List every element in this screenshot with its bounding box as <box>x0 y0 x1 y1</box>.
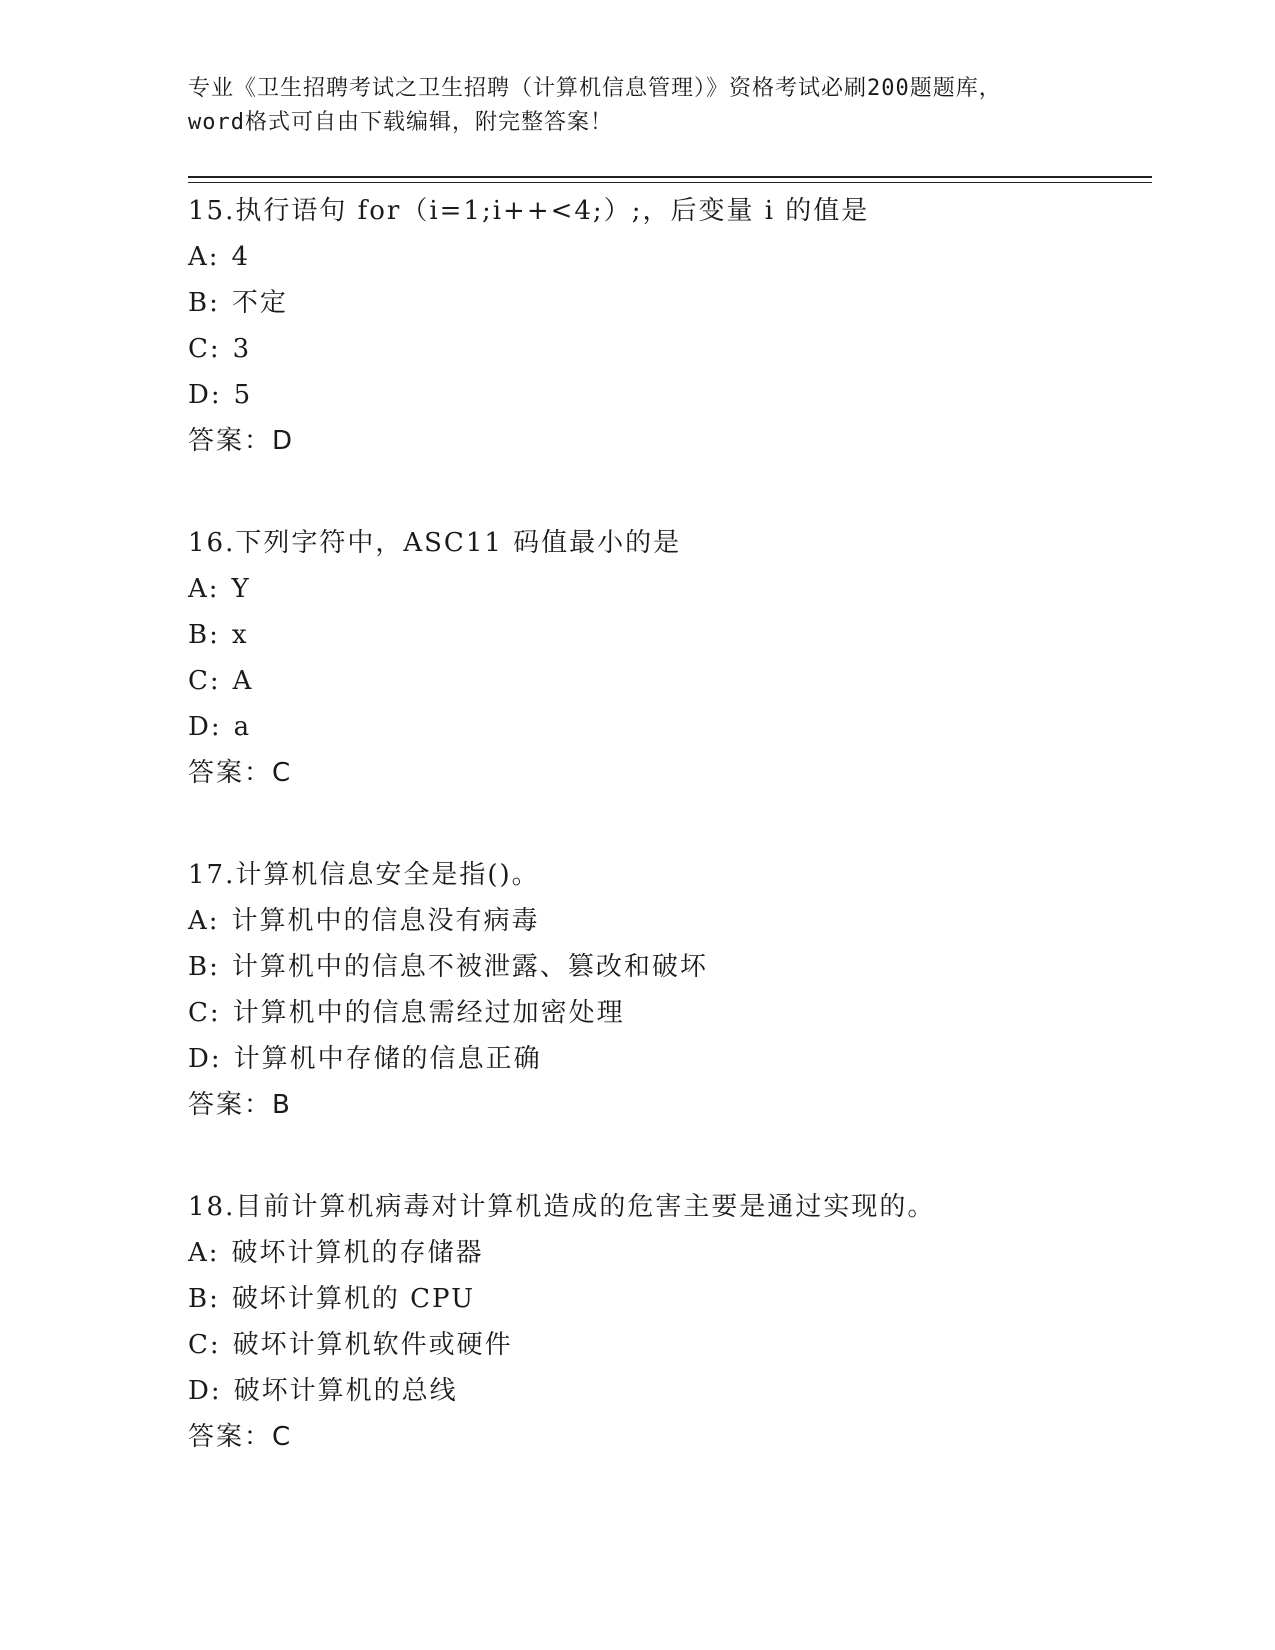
answer-line: 答案：C <box>188 758 293 788</box>
option-text: 计算机中存储的信息正确 <box>233 1044 542 1074</box>
header-divider-thick <box>188 176 1152 178</box>
question-17 <box>188 852 1128 1128</box>
option-a: A: 计算机中的信息没有病毒 <box>188 906 540 936</box>
option-c: C: 计算机中的信息需经过加密处理 <box>188 998 625 1028</box>
question-stem: 17.计算机信息安全是指()。 <box>188 860 540 890</box>
header-title-line-1: 专业《卫生招聘考试之卫生招聘（计算机信息管理）》资格考试必刷200题题库， <box>188 76 1002 101</box>
question-stem: 16.下列字符中，ASC11 码值最小的是 <box>188 528 682 558</box>
document-header <box>188 72 1088 140</box>
question-stem: 15.执行语句 for（i=1;i++<4;）;，后变量 i 的值是 <box>188 196 870 226</box>
option-text: 计算机中的信息不被泄露、篡改和破坏 <box>231 952 708 982</box>
option-text: 5 <box>233 380 253 410</box>
option-d: D: 破坏计算机的总线 <box>188 1376 458 1406</box>
answer-line: 答案：C <box>188 1422 293 1452</box>
option-b: B: x <box>188 620 249 650</box>
option-letter: B <box>188 620 210 650</box>
option-letter: A <box>188 1238 209 1268</box>
option-b: B: 计算机中的信息不被泄露、篡改和破坏 <box>188 952 708 982</box>
option-text: 计算机中的信息需经过加密处理 <box>232 998 625 1028</box>
option-letter: C <box>188 666 210 696</box>
option-letter: B <box>188 1284 210 1314</box>
option-text: 计算机中的信息没有病毒 <box>231 906 540 936</box>
option-a: A: 4 <box>188 242 251 272</box>
option-c: C: 破坏计算机软件或硬件 <box>188 1330 513 1360</box>
option-text: a <box>233 712 252 742</box>
question-stem: 18.目前计算机病毒对计算机造成的危害主要是通过实现的。 <box>188 1192 936 1222</box>
question-15 <box>188 188 1128 464</box>
option-text: 破坏计算机的总线 <box>233 1376 458 1406</box>
option-c: C: 3 <box>188 334 252 364</box>
answer-line: 答案：D <box>188 426 295 456</box>
option-text: 不定 <box>231 288 288 318</box>
option-letter: A <box>188 906 209 936</box>
option-letter: D <box>188 1376 211 1406</box>
option-d: D: a <box>188 712 252 742</box>
option-c: C: A <box>188 666 254 696</box>
header-divider-thin <box>188 182 1152 183</box>
option-text: x <box>231 620 249 650</box>
option-text: A <box>232 666 254 696</box>
option-text: 3 <box>232 334 252 364</box>
option-text: 破坏计算机的 CPU <box>231 1284 475 1314</box>
option-b: B: 破坏计算机的 CPU <box>188 1284 475 1314</box>
question-18 <box>188 1184 1128 1460</box>
option-text: 破坏计算机软件或硬件 <box>232 1330 513 1360</box>
option-a: A: Y <box>188 574 251 604</box>
option-b: B: 不定 <box>188 288 288 318</box>
option-letter: C <box>188 334 210 364</box>
header-title-line-2: word格式可自由下载编辑，附完整答案！ <box>188 110 613 135</box>
option-letter: C <box>188 998 210 1028</box>
option-text: Y <box>231 574 251 604</box>
question-list <box>188 188 1128 1516</box>
option-text: 4 <box>231 242 251 272</box>
option-text: 破坏计算机的存储器 <box>231 1238 484 1268</box>
option-letter: B <box>188 952 210 982</box>
option-a: A: 破坏计算机的存储器 <box>188 1238 484 1268</box>
option-letter: A <box>188 242 209 272</box>
answer-line: 答案：B <box>188 1090 292 1120</box>
option-d: D: 计算机中存储的信息正确 <box>188 1044 542 1074</box>
option-letter: D <box>188 1044 211 1074</box>
option-letter: B <box>188 288 210 318</box>
option-d: D: 5 <box>188 380 253 410</box>
option-letter: A <box>188 574 209 604</box>
option-letter: D <box>188 712 211 742</box>
option-letter: D <box>188 380 211 410</box>
question-16 <box>188 520 1128 796</box>
option-letter: C <box>188 1330 210 1360</box>
